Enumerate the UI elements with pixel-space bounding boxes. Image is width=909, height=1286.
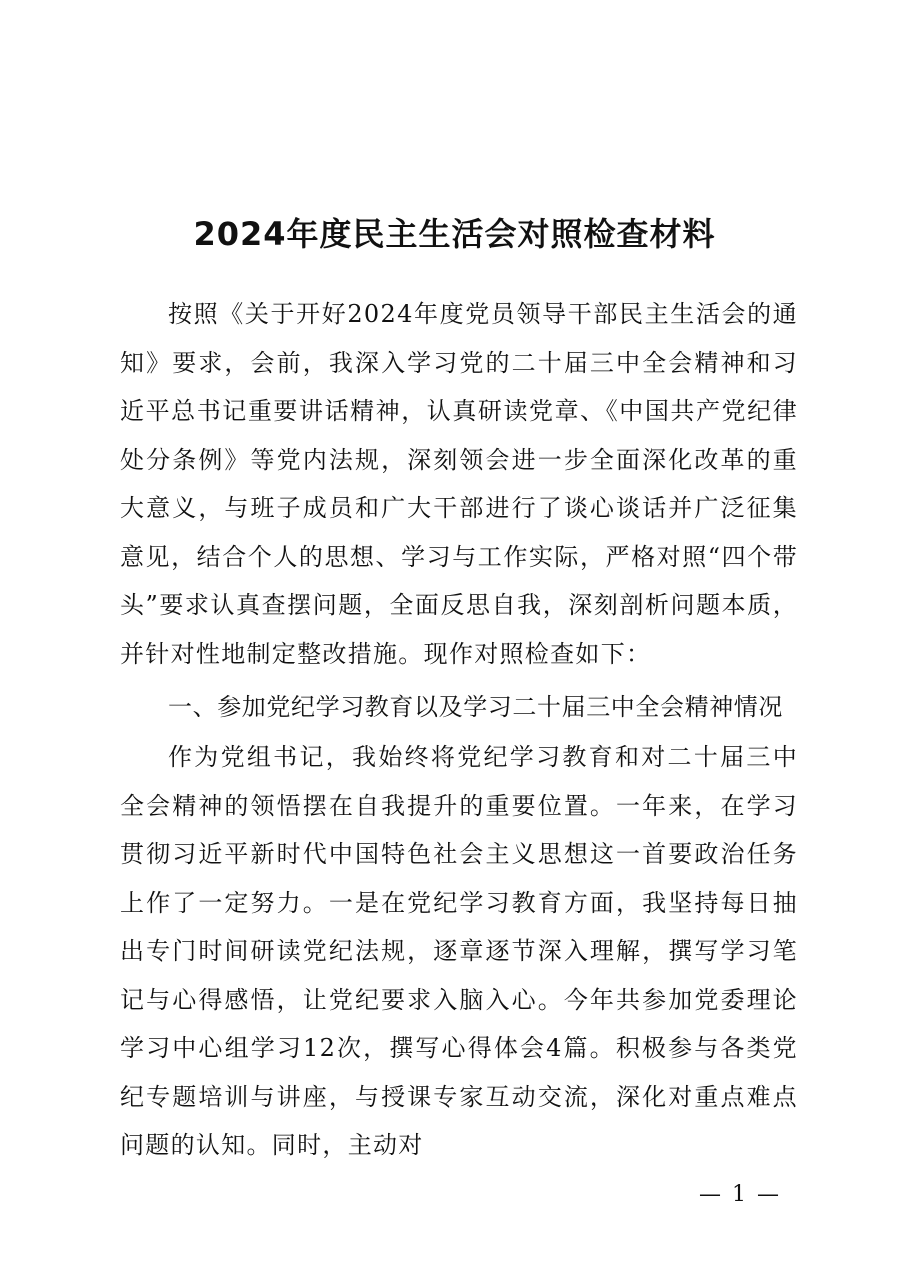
document-title: 2024年度民主生活会对照检查材料: [193, 215, 716, 254]
intro-paragraph: 按照《关于开好2024年度党员领导干部民主生活会的通知》要求，会前，我深入学习党的二十届三中全会精神和习近平总书记重要讲话精神，认真研读党章、《中国共产党纪律处分条例》等党内法规，深刻领会进一步全面深化改革的重大意义，与班子成员和广大干部进行了谈心谈话并广泛征集意见，结合个人的思想、学习与工作实际，严格对照“四个带头”要求认真查摆问题，全面反思自我，深刻剖析问题本质，并针对性地制定整改措施。现作对照检查如下：: [120, 300, 798, 668]
section-paragraph-block: [120, 733, 798, 1170]
intro-paragraph-block: [120, 290, 798, 678]
section-paragraph: 作为党组书记，我始终将党纪学习教育和对二十届三中全会精神的领悟摆在自我提升的重要位置。一年来，在学习贯彻习近平新时代中国特色社会主义思想这一首要政治任务上作了一定努力。一是在党纪学习教育方面，我坚持每日抽出专门时间研读党纪法规，逐章逐节深入理解，撰写学习笔记与心得感悟，让党纪要求入脑入心。今年共参加党委理论学习中心组学习12次，撰写心得体会4篇。积极参与各类党纪专题培训与讲座，与授课专家互动交流，深化对重点难点问题的认知。同时，主动对: [120, 743, 798, 1159]
section-heading: 一、参加党纪学习教育以及学习二十届三中全会精神情况: [168, 693, 783, 721]
page-number: — 1 —: [699, 1182, 781, 1207]
